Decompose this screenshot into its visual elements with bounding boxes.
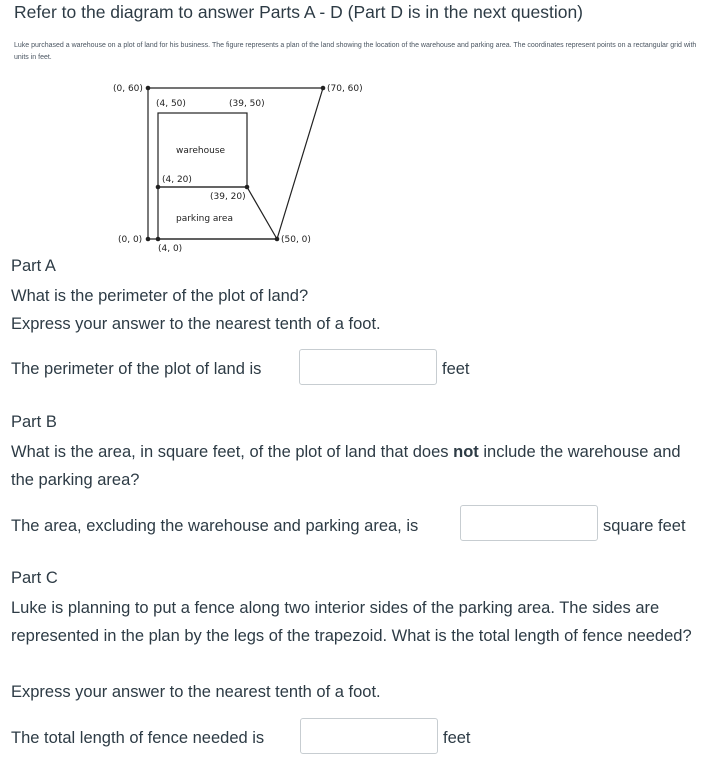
part-c-instruction: Express your answer to the nearest tenth of a foot.: [11, 683, 381, 701]
label-parking-area: parking area: [176, 214, 233, 224]
vertex-4-20: [156, 185, 161, 190]
label-39-20: (39, 20): [210, 192, 246, 202]
vertex-70-60: [321, 86, 326, 91]
vertex-0-60: [146, 86, 151, 91]
intro-text: Luke purchased a warehouse on a plot of land for his business. The figure represents a plan of the land showing the location of the warehouse and parking area. The coordinates represent points on a rectangular grid with units in feet.: [14, 42, 697, 61]
part-a-answer-input[interactable]: [299, 349, 437, 385]
part-a-title: Part A: [11, 257, 56, 275]
label-70-60: (70, 60): [327, 84, 363, 94]
part-b-question: [11, 438, 691, 494]
label-4-20: (4, 20): [162, 175, 192, 185]
part-a-prompt: The perimeter of the plot of land is: [11, 360, 262, 378]
part-b-title: Part B: [11, 413, 57, 431]
plot-outline: [148, 88, 323, 239]
part-c-question: Luke is planning to put a fence along two interior sides of the parking area. The sides are represented in the plan by the legs of the trapezoid. What is the total length of fence needed?: [11, 599, 692, 645]
part-c-unit: feet: [443, 729, 471, 747]
vertex-50-0: [275, 237, 280, 242]
label-warehouse: warehouse: [176, 146, 226, 156]
part-a-question: What is the perimeter of the plot of land?: [11, 287, 309, 305]
part-b-answer-input[interactable]: [460, 505, 598, 541]
page-heading: Refer to the diagram to answer Parts A - D (Part D is in the next question): [14, 2, 584, 22]
label-39-50: (39, 50): [229, 99, 265, 109]
part-b-question-start: What is the area, in square feet, of the plot of land that does: [11, 443, 454, 461]
vertex-39-20: [245, 185, 250, 190]
label-4-0: (4, 0): [158, 244, 183, 254]
part-c-prompt: The total length of fence needed is: [11, 729, 265, 747]
vertex-4-0: [156, 237, 161, 242]
part-c-title: Part C: [11, 569, 58, 587]
part-b-question-emphasis: not: [453, 443, 479, 461]
part-c-answer-input[interactable]: [300, 718, 438, 754]
label-0-60: (0, 60): [113, 84, 143, 94]
vertex-0-0: [146, 237, 151, 242]
label-0-0: (0, 0): [118, 235, 143, 245]
part-a-unit: feet: [442, 360, 470, 378]
label-50-0: (50, 0): [281, 235, 311, 245]
land-plan-diagram: [0, 75, 420, 260]
label-4-50: (4, 50): [156, 99, 186, 109]
part-a-instruction: Express your answer to the nearest tenth of a foot.: [11, 315, 381, 333]
part-b-unit: square feet: [603, 517, 686, 535]
part-b-prompt: The area, excluding the warehouse and parking area, is: [11, 517, 419, 535]
part-b-question-end: include the warehouse and the parking area?: [11, 443, 681, 489]
